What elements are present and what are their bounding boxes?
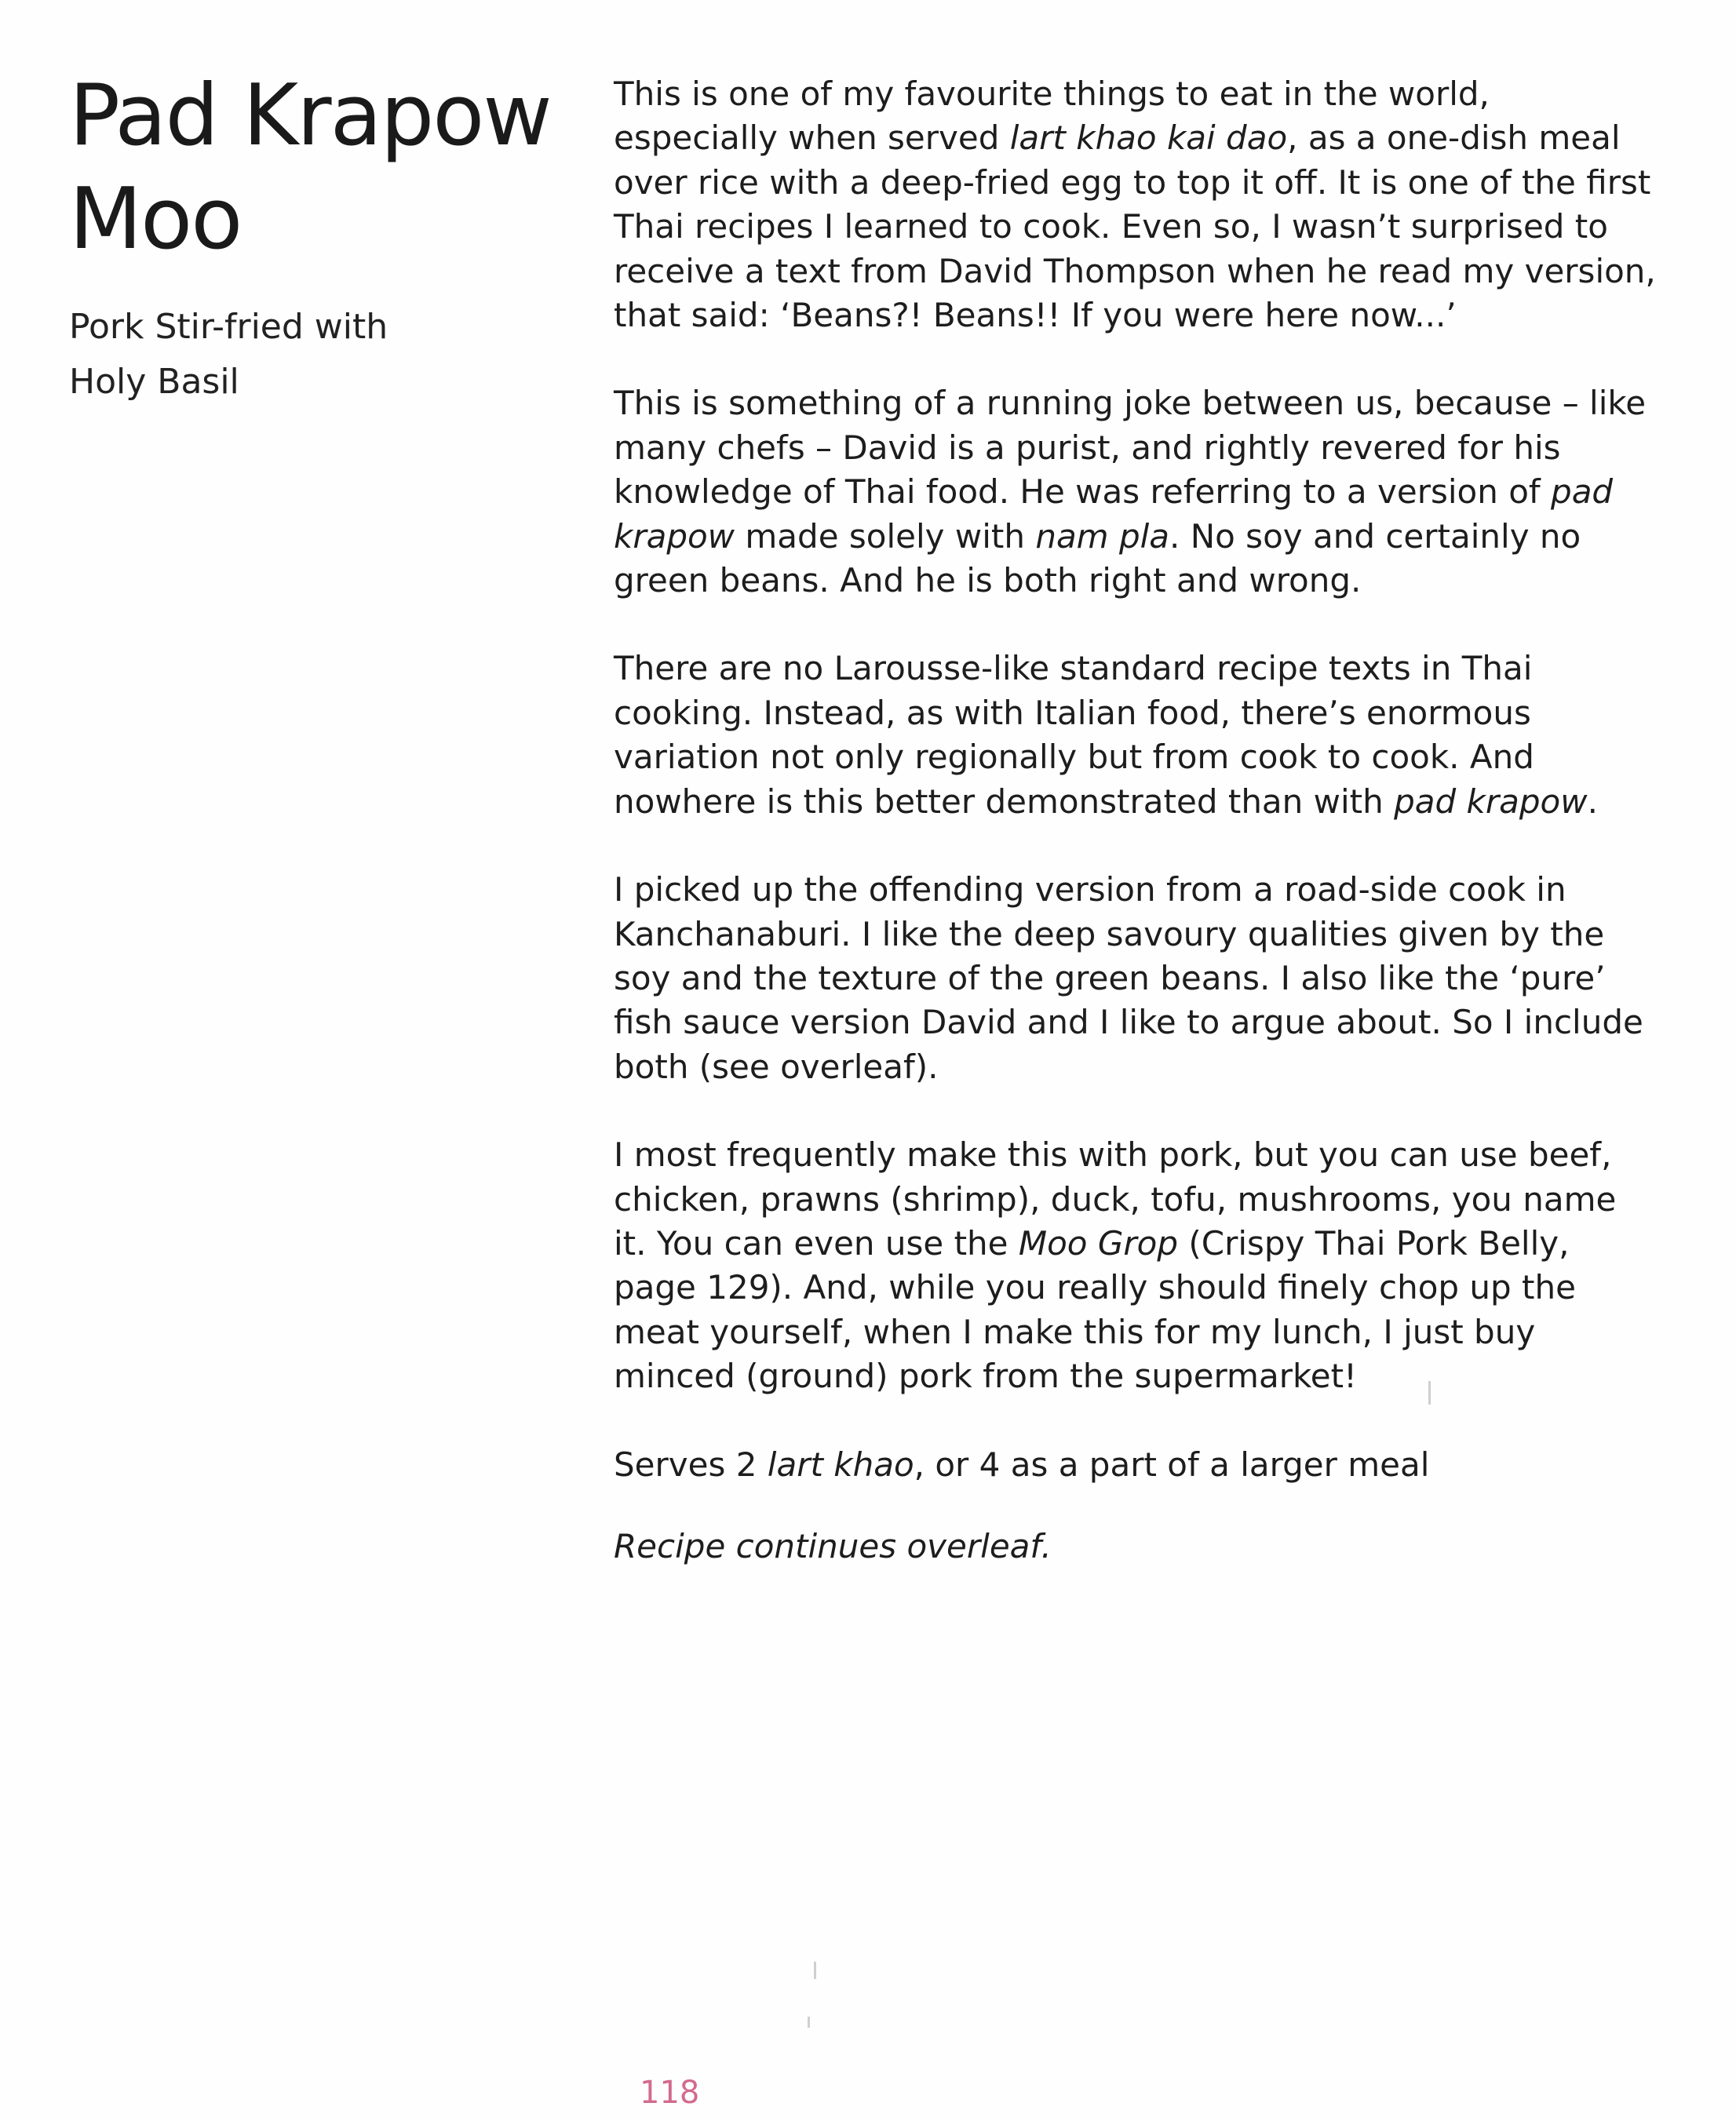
thai-term: pad krapow — [614, 472, 1614, 556]
thai-term: nam pla — [1035, 516, 1170, 556]
continues-note: Recipe continues overleaf. — [614, 1526, 1052, 1565]
intro-paragraph-1: This is one of my favourite things to eat in the world, especially when served lart khao kai dao, as a one-dish meal over rice with a deep-fried egg to top it off. It is one of the first Thai recipes I learned to cook. Even so, I wasn’t surprised to receive a text from David Thompson when he read my version, that said: ‘Beans?! Beans!! If you were here now...’ — [614, 75, 1656, 335]
recipe-title-line1: Pad Krapow — [69, 67, 551, 165]
recipe-title — [69, 64, 571, 272]
intro-paragraph-2: This is something of a running joke between us, because – like many chefs – David is a purist, and rightly revered for his knowledge of Thai food. He was referring to a version of pad krapow made solely with nam pla. No soy and certainly no green beans. And he is both right and wrong. — [614, 384, 1647, 600]
scan-mark — [814, 1962, 816, 1979]
recipe-reference: Moo Grop — [1018, 1223, 1179, 1263]
intro-paragraph-3: There are no Larousse-like standard recipe texts in Thai cooking. Instead, as with Italian food, there’s enormous variation not only regionally but from cook to cook. And nowhere is this better demonstrated than with pad krapow. — [614, 649, 1598, 821]
recipe-subtitle-line1: Pork Stir-fried with — [69, 307, 388, 347]
scan-mark — [808, 2017, 810, 2028]
page-number: 118 — [640, 2075, 700, 2111]
thai-term: pad krapow — [1394, 782, 1588, 821]
thai-term: lart khao kai dao — [1009, 118, 1288, 158]
serves-line: Serves 2 lart khao, or 4 as a part of a larger meal — [614, 1445, 1430, 1484]
recipe-heading — [69, 64, 571, 410]
intro-text — [614, 72, 1658, 1613]
thai-term: lart khao — [767, 1445, 914, 1484]
recipe-subtitle — [69, 300, 438, 410]
scan-mark — [1428, 1381, 1431, 1405]
recipe-title-line2: Moo — [69, 170, 242, 268]
recipe-subtitle-line2: Holy Basil — [69, 362, 239, 402]
intro-paragraph-5: I most frequently make this with pork, but you can use beef, chicken, prawns (shrimp), duck, tofu, mushrooms, you name it. You can even use the Moo Grop (Crispy Thai Pork Belly, page 129). And, while you really should finely chop up the meat yourself, when I make this for my lunch, I just buy minced (ground) pork from the supermarket! — [614, 1135, 1617, 1396]
intro-paragraph-4: I picked up the offending version from a road-side cook in Kanchanaburi. I like the deep savoury qualities given by the soy and the texture of the green beans. I also like the ‘pure’ fish sauce version David and I like to argue about. So I include both (see overleaf). — [614, 870, 1643, 1086]
